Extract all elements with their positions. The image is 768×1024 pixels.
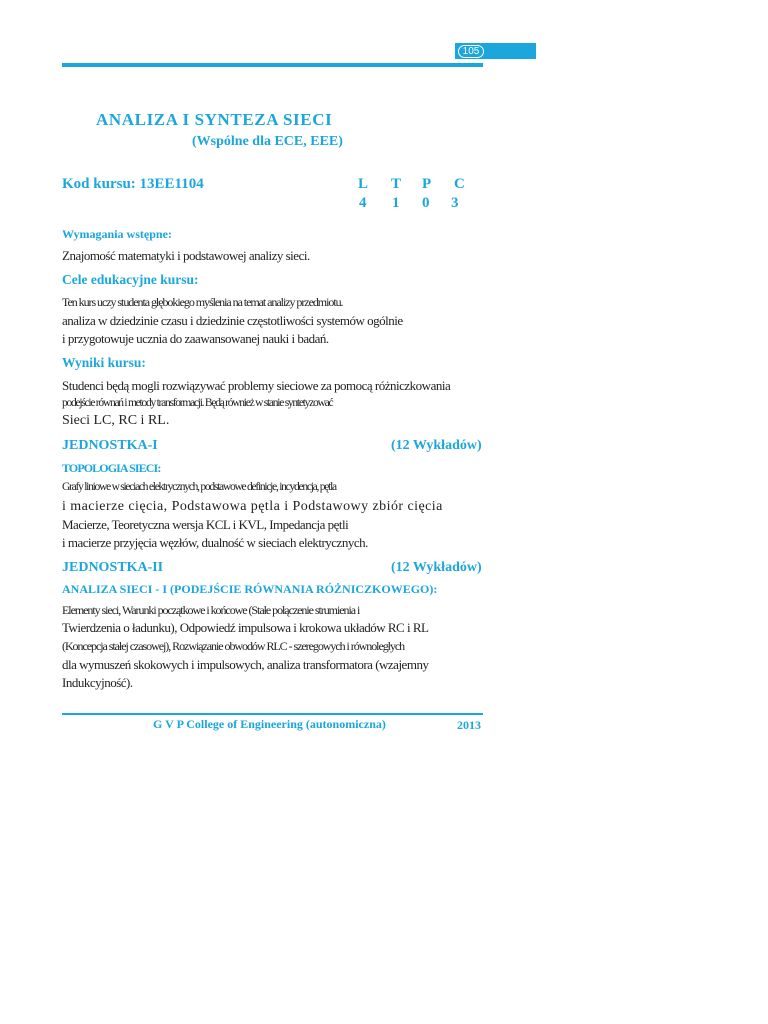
ltpc-header-c: C	[454, 176, 465, 192]
ltpc-value-l: 4	[359, 195, 367, 211]
header-rule	[62, 63, 483, 67]
unit1-title: JEDNOSTKA-I	[62, 438, 158, 453]
outcomes-heading: Wyniki kursu:	[62, 355, 146, 370]
footer-year: 2013	[457, 718, 481, 732]
ltpc-header-l: L	[358, 176, 369, 192]
ltpc-header-t: T	[391, 176, 402, 192]
outcomes-line: Studenci będą mogli rozwiązywać problemy sieciowe za pomocą różniczkowania	[62, 378, 451, 393]
ltpc-value-c: 3	[451, 195, 459, 211]
unit1-line: i macierze przyjęcia węzłów, dualność w sieciach elektrycznych.	[62, 535, 368, 550]
objectives-line: i przygotowuje ucznia do zaawansowanej nauki i badań.	[62, 331, 329, 346]
unit1-line: Grafy liniowe w sieciach elektrycznych, podstawowe definicje, incydencja, pętla	[62, 481, 336, 493]
prerequisites-text: Znajomość matematyki i podstawowej analizy sieci.	[62, 248, 310, 263]
outcomes-line: podejście równań i metody transformacji. Będą również w stanie syntetyzować	[62, 397, 333, 409]
unit2-line: Indukcyjność).	[62, 675, 133, 690]
unit2-hours: (12 Wykładów)	[391, 560, 482, 575]
objectives-heading: Cele edukacyjne kursu:	[62, 272, 199, 287]
unit2-title: JEDNOSTKA-II	[62, 560, 164, 575]
unit1-line: i macierze cięcia, Podstawowa pętla i Podstawowy zbiór cięcia	[62, 499, 443, 514]
unit1-line: Macierze, Teoretyczna wersja KCL i KVL, Impedancja pętli	[62, 517, 349, 532]
ltpc-value-p: 0	[422, 195, 430, 211]
footer-college: G V P College of Engineering (autonomiczna)	[153, 717, 386, 731]
outcomes-line: Sieci LC, RC i RL.	[62, 413, 170, 428]
unit1-hours: (12 Wykładów)	[391, 438, 482, 453]
objectives-line: analiza w dziedzinie czasu i dziedzinie częstotliwości systemów ogólnie	[62, 313, 403, 328]
ltpc-value-t: 1	[392, 195, 400, 211]
objectives-line: Ten kurs uczy studenta głębokiego myślenia na temat analizy przedmiotu.	[62, 295, 343, 309]
footer-rule	[62, 713, 483, 715]
unit2-topic: ANALIZA SIECI - I (PODEJŚCIE RÓWNANIA RÓŻNICZKOWEGO):	[62, 582, 438, 596]
ltpc-header-p: P	[422, 176, 432, 192]
unit2-line: (Koncepcja stałej czasowej), Rozwiązanie obwodów RLC - szeregowych i równoległych	[62, 639, 405, 653]
course-title: ANALIZA I SYNTEZA SIECI	[96, 110, 333, 129]
unit2-line: Twierdzenia o ładunku), Odpowiedź impulsowa i krokowa układów RC i RL	[62, 620, 429, 635]
course-subtitle: (Wspólne dla ECE, EEE)	[192, 134, 343, 149]
unit2-line: Elementy sieci, Warunki początkowe i końcowe (Stałe połączenie strumienia i	[62, 603, 360, 617]
unit2-line: dla wymuszeń skokowych i impulsowych, analiza transformatora (wzajemny	[62, 657, 429, 672]
course-code: Kod kursu: 13EE1104	[62, 176, 204, 192]
prerequisites-heading: Wymagania wstępne:	[62, 227, 172, 241]
unit1-topic: TOPOLOGIA SIECI:	[62, 461, 161, 475]
page-number: 105	[458, 45, 484, 58]
